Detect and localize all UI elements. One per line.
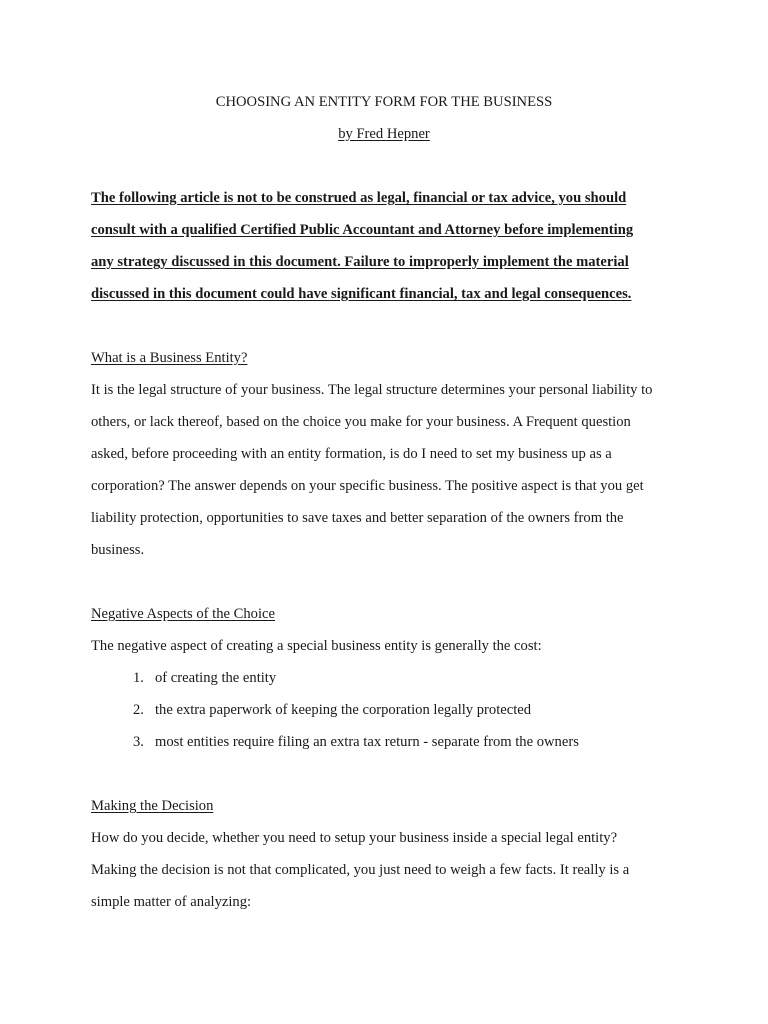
list-item bbox=[133, 669, 276, 687]
paragraph-line: asked, before proceeding with an entity formation, is do I need to set my business up as a bbox=[91, 446, 612, 462]
section-heading: What is a Business Entity? bbox=[91, 350, 248, 366]
disclaimer-line: consult with a qualified Certified Public Accountant and Attorney before implementing bbox=[91, 222, 634, 238]
section-heading: Negative Aspects of the Choice bbox=[91, 606, 275, 622]
list-item-number: 3. bbox=[133, 734, 144, 750]
list-item bbox=[133, 701, 531, 719]
section-heading: Making the Decision bbox=[91, 798, 214, 814]
paragraph-line: simple matter of analyzing: bbox=[91, 894, 252, 910]
paragraph-line: How do you decide, whether you need to setup your business inside a special legal entity? bbox=[91, 830, 618, 846]
paragraph-line: Making the decision is not that complicated, you just need to weigh a few facts. It really is a bbox=[91, 862, 630, 878]
list-item-number: 1. bbox=[133, 670, 144, 686]
paragraph-line: The negative aspect of creating a special business entity is generally the cost: bbox=[91, 638, 542, 654]
document-byline bbox=[0, 125, 768, 143]
disclaimer-line: The following article is not to be construed as legal, financial or tax advice, you should bbox=[91, 190, 627, 206]
list-item-text: of creating the entity bbox=[155, 670, 277, 686]
list-item-text: the extra paperwork of keeping the corporation legally protected bbox=[155, 702, 532, 718]
list-item-text: most entities require filing an extra tax return - separate from the owners bbox=[155, 734, 579, 750]
list-item-number: 2. bbox=[133, 702, 144, 718]
paragraph-line: liability protection, opportunities to save taxes and better separation of the owners from the bbox=[91, 510, 624, 526]
paragraph-line: It is the legal structure of your business. The legal structure determines your personal liability to bbox=[91, 382, 653, 398]
paragraph-line: business. bbox=[91, 542, 145, 558]
list-item bbox=[133, 733, 579, 751]
byline-text: by Fred Hepner bbox=[338, 126, 430, 142]
paragraph-line: others, or lack thereof, based on the choice you make for your business. A Frequent question bbox=[91, 414, 631, 430]
paragraph-line: corporation? The answer depends on your specific business. The positive aspect is that you get bbox=[91, 478, 644, 494]
disclaimer-line: any strategy discussed in this document. Failure to improperly implement the material bbox=[91, 254, 629, 270]
document-title: CHOOSING AN ENTITY FORM FOR THE BUSINESS bbox=[215, 94, 553, 110]
disclaimer-line: discussed in this document could have significant financial, tax and legal consequences. bbox=[91, 286, 632, 302]
